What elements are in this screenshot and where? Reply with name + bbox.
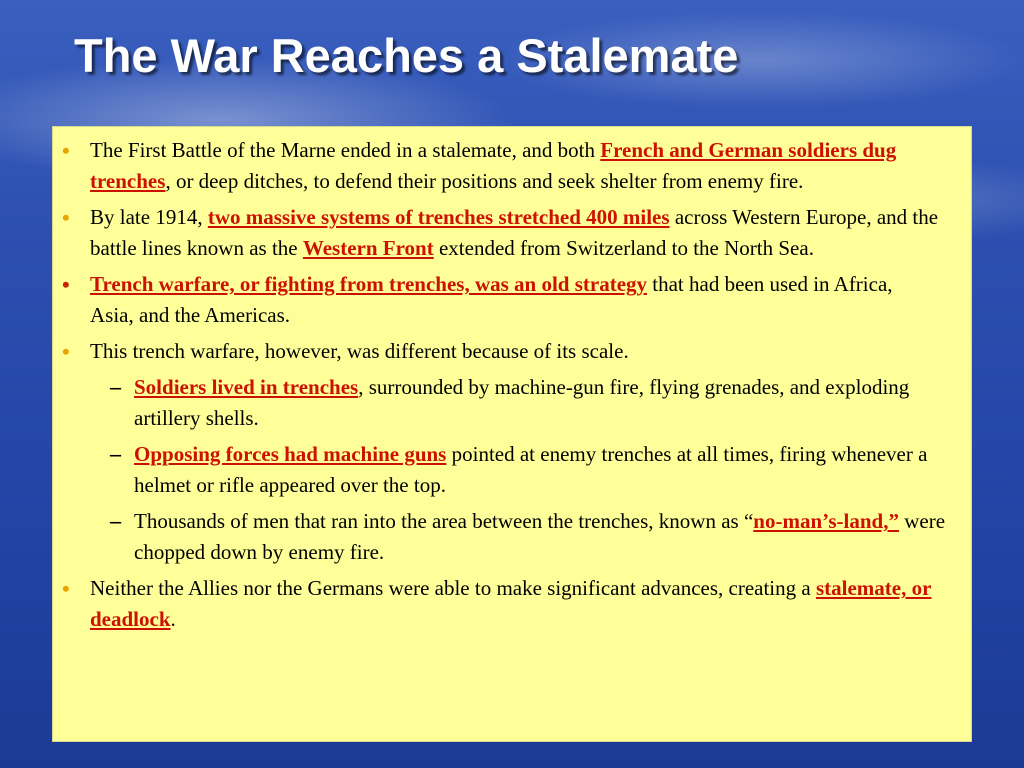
- dash-icon: –: [110, 441, 121, 466]
- sub-bullet-item: [110, 506, 964, 573]
- highlight-text: Opposing forces had machine guns: [134, 442, 447, 466]
- bullet-item: [62, 135, 940, 202]
- bullet-text: The First Battle of the Marne ended in a stalemate, and both: [90, 138, 601, 162]
- bullet-text: were chopped down by enemy fire.: [134, 509, 946, 564]
- sub-bullet-item: [110, 372, 964, 439]
- highlight-text: Soldiers lived in trenches: [134, 375, 359, 399]
- bullet-text: By late 1914,: [90, 205, 208, 229]
- bullet-icon: •: [62, 339, 70, 364]
- bullet-text: , surrounded by machine-gun fire, flying grenades, and exploding artillery shells.: [134, 375, 910, 430]
- sub-bullet-item: [110, 439, 964, 506]
- bullet-text: extended from Switzerland to the North Sea.: [433, 236, 814, 260]
- bullet-list: [53, 135, 973, 640]
- dash-icon: –: [110, 374, 121, 399]
- bullet-icon: •: [62, 576, 70, 601]
- bullet-text: This trench warfare, however, was different because of its scale.: [90, 339, 629, 363]
- highlight-text: French and German soldiers dug trenches: [90, 138, 897, 193]
- content-panel: [52, 126, 972, 742]
- slide-title: The War Reaches a Stalemate: [74, 29, 739, 82]
- bullet-item: [62, 202, 940, 269]
- highlight-text: two massive systems of trenches stretched 400 miles: [207, 205, 670, 229]
- bullet-item: [62, 336, 940, 372]
- bullet-item: [62, 269, 940, 336]
- bullet-text: .: [170, 607, 176, 631]
- highlight-text: stalemate, or deadlock: [90, 576, 932, 631]
- highlight-text: Western Front: [302, 236, 434, 260]
- bullet-item: [62, 573, 940, 640]
- highlight-text: no-man’s-land,”: [753, 509, 899, 533]
- bullet-text: Thousands of men that ran into the area between the trenches, known as “: [134, 509, 754, 533]
- bullet-text: Neither the Allies nor the Germans were able to make significant advances, creating a: [90, 576, 816, 600]
- bullet-text: across Western Europe, and the battle lines known as the: [90, 205, 939, 260]
- bullet-icon: •: [62, 272, 70, 297]
- bullet-icon: •: [62, 205, 70, 230]
- dash-icon: –: [110, 508, 121, 533]
- bullet-icon: •: [62, 138, 70, 163]
- bullet-text: that had been used in Africa, Asia, and the Americas.: [90, 272, 893, 327]
- highlight-text: Trench warfare, or fighting from trenches, was an old strategy: [90, 272, 648, 296]
- bullet-text: , or deep ditches, to defend their positions and seek shelter from enemy fire.: [165, 169, 804, 193]
- bullet-text: pointed at enemy trenches at all times, firing whenever a helmet or rifle appeared over the top.: [134, 442, 928, 497]
